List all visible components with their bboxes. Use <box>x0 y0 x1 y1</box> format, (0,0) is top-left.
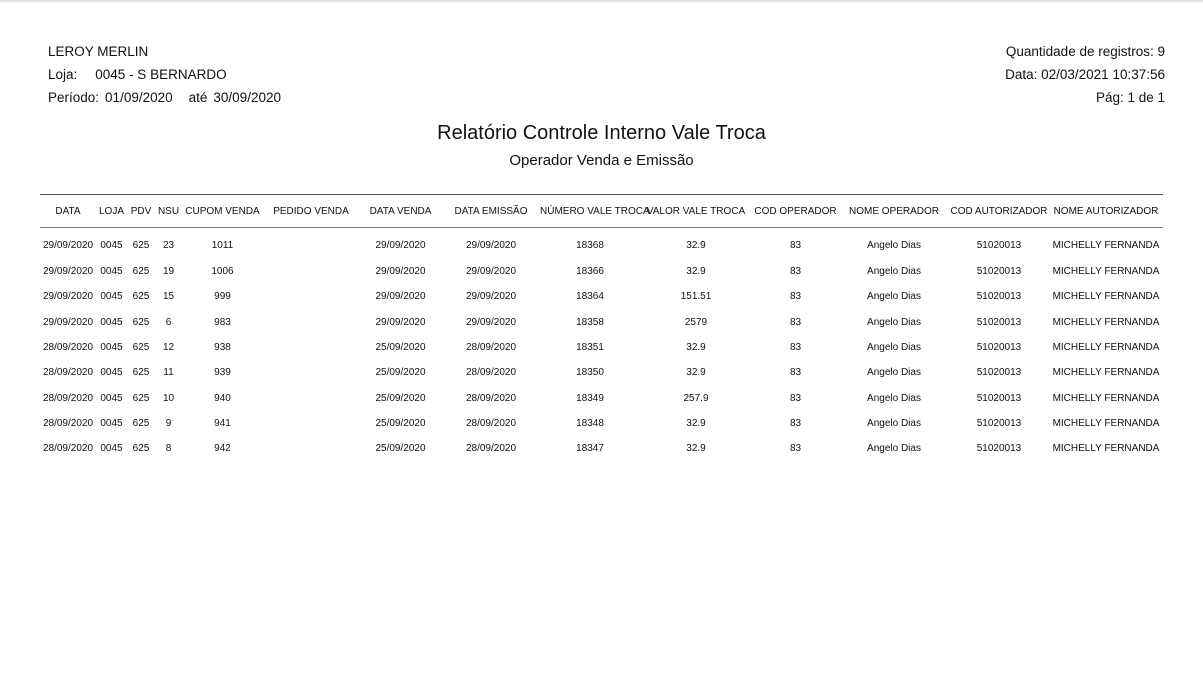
cell-data-emissao: 28/09/2020 <box>465 392 517 404</box>
cell-cod-autorizador: 51020013 <box>976 417 1022 429</box>
cell-pdv: 625 <box>132 417 150 429</box>
cell-nsu: 11 <box>163 367 174 379</box>
col-header-nome-autorizador: NOME AUTORIZADOR <box>1053 205 1159 217</box>
cell-loja: 0045 <box>100 342 123 354</box>
cell-cupom-venda: 983 <box>214 316 231 328</box>
cell-nsu: 9 <box>165 417 172 429</box>
cell-data-emissao: 28/09/2020 <box>465 443 517 455</box>
cell-cod-operador: 83 <box>789 291 802 303</box>
cell-pdv: 625 <box>132 392 150 404</box>
cell-pdv: 625 <box>132 443 150 455</box>
cell-nome-operador: Angelo Dias <box>867 291 921 303</box>
cell-nsu: 8 <box>165 443 172 455</box>
cell-data-emissao: 29/09/2020 <box>465 316 517 328</box>
col-header-data-venda: DATA VENDA <box>369 205 432 217</box>
cell-nsu: 23 <box>162 239 175 251</box>
cell-numero-vale-troca: 18351 <box>576 342 604 354</box>
cell-loja: 0045 <box>100 291 123 303</box>
cell-nsu: 19 <box>162 266 175 278</box>
cell-cupom-venda: 942 <box>214 443 231 455</box>
cell-data-venda: 29/09/2020 <box>375 316 426 328</box>
record-count: Quantidade de registros: 9 <box>1005 44 1165 59</box>
cell-cupom-venda: 1011 <box>211 239 234 251</box>
cell-pedido-venda <box>263 284 359 309</box>
store-line <box>48 63 281 86</box>
cell-cod-operador: 83 <box>789 342 802 354</box>
col-header-valor-vale-troca: VALOR VALE TROCA <box>646 205 746 217</box>
col-header-loja: LOJA <box>98 205 124 217</box>
report-table <box>40 195 1163 461</box>
cell-cupom-venda: 940 <box>214 392 231 404</box>
cell-nome-operador: Angelo Dias <box>867 443 921 455</box>
period-until-label: até <box>188 90 208 105</box>
cell-numero-vale-troca: 18349 <box>576 392 604 404</box>
cell-pedido-venda <box>263 385 359 410</box>
cell-pedido-venda <box>263 310 359 335</box>
cell-data-emissao: 28/09/2020 <box>465 342 517 354</box>
period-end: 30/09/2020 <box>213 90 281 105</box>
cell-data: 29/09/2020 <box>42 266 94 278</box>
cell-data-emissao: 28/09/2020 <box>465 367 517 379</box>
cell-data-emissao: 28/09/2020 <box>465 417 517 429</box>
cell-nsu: 6 <box>165 316 172 328</box>
cell-data: 28/09/2020 <box>42 417 94 429</box>
cell-cupom-venda: 939 <box>214 367 231 379</box>
table-row <box>40 360 1163 385</box>
col-header-cod-autorizador: COD AUTORIZADOR <box>950 205 1048 217</box>
cell-data-venda: 29/09/2020 <box>375 266 426 278</box>
cell-data: 28/09/2020 <box>42 443 94 455</box>
cell-loja: 0045 <box>100 367 123 379</box>
table-row <box>40 385 1163 410</box>
cell-cod-autorizador: 51020013 <box>976 316 1022 328</box>
cell-valor-vale-troca: 32.9 <box>686 266 706 278</box>
cell-cupom-venda: 999 <box>214 291 231 303</box>
cell-loja: 0045 <box>100 392 123 404</box>
cell-loja: 0045 <box>100 316 123 328</box>
period-label: Período: <box>48 90 100 105</box>
cell-pdv: 625 <box>132 342 150 354</box>
cell-nome-autorizador: MICHELLY FERNANDA <box>1052 239 1160 251</box>
cell-pedido-venda <box>263 436 359 461</box>
cell-numero-vale-troca: 18364 <box>576 291 604 303</box>
store-value: 0045 - S BERNARDO <box>95 67 227 82</box>
col-header-nome-operador: NOME OPERADOR <box>848 205 939 217</box>
cell-nome-operador: Angelo Dias <box>867 316 921 328</box>
cell-cupom-venda: 1006 <box>211 266 234 278</box>
cell-nome-operador: Angelo Dias <box>867 266 921 278</box>
table-header-row <box>40 195 1163 227</box>
col-header-pedido-venda: PEDIDO VENDA <box>273 205 349 217</box>
table-row <box>40 436 1163 461</box>
cell-nome-autorizador: MICHELLY FERNANDA <box>1052 417 1160 429</box>
cell-cupom-venda: 938 <box>214 342 231 354</box>
cell-data-venda: 29/09/2020 <box>375 291 426 303</box>
cell-cod-operador: 83 <box>789 417 802 429</box>
cell-nome-autorizador: MICHELLY FERNANDA <box>1052 443 1160 455</box>
cell-data-venda: 25/09/2020 <box>375 367 426 379</box>
cell-pdv: 625 <box>132 367 150 379</box>
cell-cod-autorizador: 51020013 <box>976 367 1022 379</box>
report-header-left <box>48 40 281 109</box>
cell-cod-operador: 83 <box>789 316 802 328</box>
cell-data-emissao: 29/09/2020 <box>465 291 517 303</box>
cell-cod-operador: 83 <box>789 266 802 278</box>
cell-nome-operador: Angelo Dias <box>867 417 921 429</box>
cell-pedido-venda <box>263 360 359 385</box>
cell-data-venda: 25/09/2020 <box>375 342 426 354</box>
cell-valor-vale-troca: 2579 <box>684 316 708 328</box>
cell-data: 28/09/2020 <box>42 342 94 354</box>
cell-data-venda: 25/09/2020 <box>375 392 426 404</box>
cell-nome-autorizador: MICHELLY FERNANDA <box>1052 392 1160 404</box>
cell-nome-autorizador: MICHELLY FERNANDA <box>1052 266 1160 278</box>
report-title: Relatório Controle Interno Vale Troca <box>437 122 766 144</box>
cell-cod-operador: 83 <box>789 239 802 251</box>
col-header-data-emissao: DATA EMISSÃO <box>454 205 528 217</box>
cell-loja: 0045 <box>100 266 123 278</box>
cell-cupom-venda: 941 <box>214 417 231 429</box>
table-row <box>40 335 1163 360</box>
cell-pdv: 625 <box>132 239 150 251</box>
cell-valor-vale-troca: 32.9 <box>686 239 706 251</box>
cell-nsu: 10 <box>162 392 175 404</box>
cell-nsu: 12 <box>162 342 175 354</box>
cell-pedido-venda <box>263 259 359 284</box>
report-subtitle: Operador Venda e Emissão <box>509 152 694 169</box>
table-row <box>40 284 1163 309</box>
col-header-pdv: PDV <box>130 205 152 217</box>
cell-valor-vale-troca: 32.9 <box>686 417 706 429</box>
cell-cod-autorizador: 51020013 <box>976 443 1022 455</box>
table-row <box>40 227 1163 259</box>
cell-pedido-venda <box>263 335 359 360</box>
cell-data-venda: 25/09/2020 <box>375 443 426 455</box>
company-name: LEROY MERLIN <box>48 44 149 59</box>
cell-nome-operador: Angelo Dias <box>867 367 921 379</box>
report-header-right <box>1005 40 1165 109</box>
table-row <box>40 411 1163 436</box>
cell-nome-autorizador: MICHELLY FERNANDA <box>1052 291 1160 303</box>
table-row <box>40 259 1163 284</box>
col-header-numero-vale-troca: NÚMERO VALE TROCA <box>540 205 650 217</box>
cell-cod-autorizador: 51020013 <box>976 291 1022 303</box>
col-header-cupom-venda: CUPOM VENDA <box>185 205 260 217</box>
cell-numero-vale-troca: 18347 <box>576 443 604 455</box>
col-header-data: DATA <box>55 205 81 217</box>
cell-numero-vale-troca: 18348 <box>576 417 604 429</box>
cell-pedido-venda <box>263 227 359 259</box>
col-header-cod-operador: COD OPERADOR <box>754 205 837 217</box>
cell-cod-autorizador: 51020013 <box>976 239 1022 251</box>
cell-valor-vale-troca: 32.9 <box>686 367 706 379</box>
cell-cod-autorizador: 51020013 <box>976 342 1022 354</box>
report-datetime: Data: 02/03/2021 10:37:56 <box>1005 67 1165 82</box>
cell-valor-vale-troca: 151.51 <box>680 291 712 303</box>
cell-cod-autorizador: 51020013 <box>976 266 1022 278</box>
cell-pedido-venda <box>263 411 359 436</box>
cell-cod-operador: 83 <box>789 367 802 379</box>
cell-data-emissao: 29/09/2020 <box>465 239 517 251</box>
period-start: 01/09/2020 <box>105 90 173 105</box>
cell-nome-autorizador: MICHELLY FERNANDA <box>1052 367 1160 379</box>
cell-numero-vale-troca: 18366 <box>576 266 604 278</box>
cell-loja: 0045 <box>100 443 123 455</box>
cell-nome-operador: Angelo Dias <box>867 239 921 251</box>
cell-data: 29/09/2020 <box>42 239 94 251</box>
cell-cod-operador: 83 <box>789 392 802 404</box>
cell-cod-autorizador: 51020013 <box>976 392 1022 404</box>
col-header-nsu: NSU <box>157 205 180 217</box>
cell-nome-operador: Angelo Dias <box>867 392 921 404</box>
cell-loja: 0045 <box>100 417 123 429</box>
cell-pdv: 625 <box>132 316 150 328</box>
cell-data: 29/09/2020 <box>42 316 94 328</box>
cell-valor-vale-troca: 32.9 <box>686 342 706 354</box>
cell-pdv: 625 <box>132 291 150 303</box>
cell-valor-vale-troca: 32.9 <box>686 443 706 455</box>
cell-data-venda: 29/09/2020 <box>375 239 426 251</box>
cell-numero-vale-troca: 18368 <box>576 239 604 251</box>
cell-numero-vale-troca: 18350 <box>576 367 604 379</box>
cell-data-emissao: 29/09/2020 <box>465 266 517 278</box>
cell-nome-autorizador: MICHELLY FERNANDA <box>1052 342 1160 354</box>
cell-nsu: 15 <box>162 291 175 303</box>
cell-data: 28/09/2020 <box>42 367 94 379</box>
cell-loja: 0045 <box>100 239 123 251</box>
cell-numero-vale-troca: 18358 <box>576 316 604 328</box>
store-label: Loja: <box>48 67 78 82</box>
cell-data-venda: 25/09/2020 <box>375 417 426 429</box>
period-line <box>48 86 281 109</box>
cell-data: 29/09/2020 <box>42 291 94 303</box>
cell-cod-operador: 83 <box>789 443 802 455</box>
page-indicator: Pág: 1 de 1 <box>1095 90 1165 105</box>
cell-data: 28/09/2020 <box>42 392 94 404</box>
table-row <box>40 310 1163 335</box>
cell-nome-operador: Angelo Dias <box>867 342 921 354</box>
cell-valor-vale-troca: 257.9 <box>683 392 709 404</box>
cell-pdv: 625 <box>132 266 150 278</box>
page-top-edge <box>0 0 1203 2</box>
cell-nome-autorizador: MICHELLY FERNANDA <box>1052 316 1160 328</box>
